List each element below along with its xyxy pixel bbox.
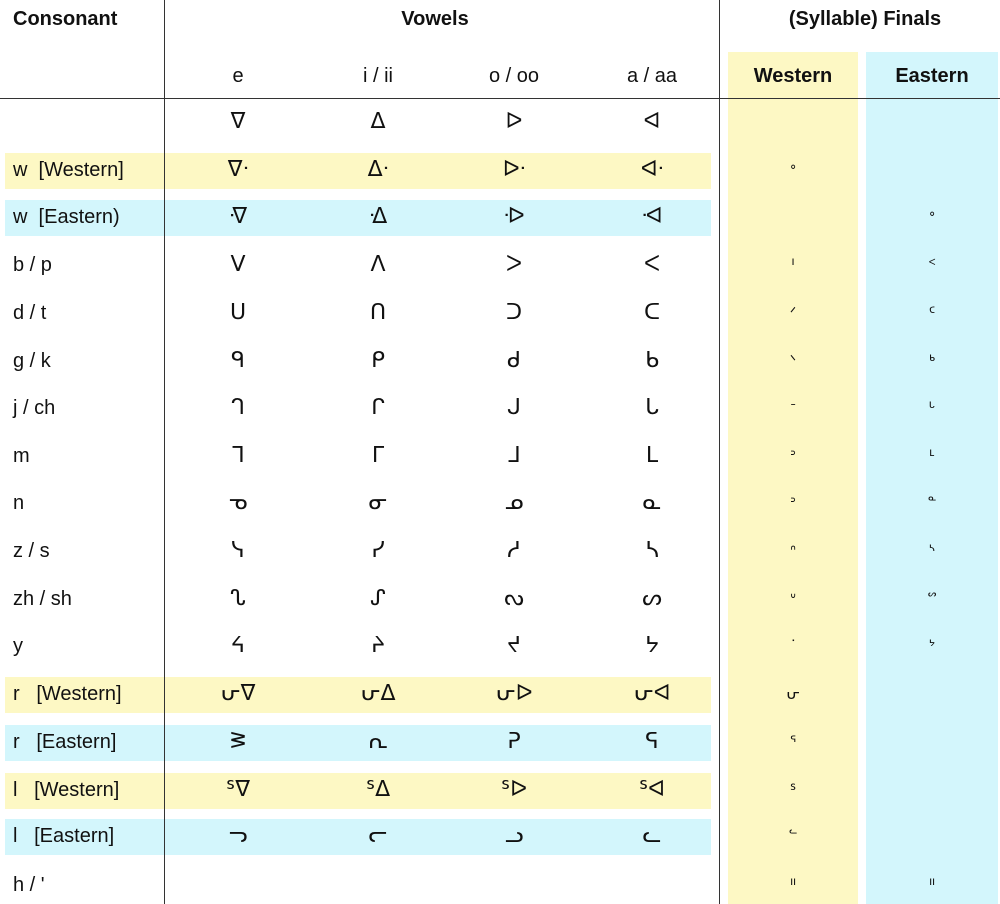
syllable-cell: ᕂᐁ xyxy=(220,681,256,706)
western-final: ᕂ xyxy=(786,685,800,703)
row-label: b / p xyxy=(13,254,52,276)
syllable-cell: ᔑ xyxy=(370,586,386,611)
western-final: ᕐ xyxy=(789,733,797,751)
western-final: ᐝ xyxy=(791,637,795,655)
syllable-cell: ᓂ xyxy=(368,490,388,515)
syllable-cell: ᐁ xyxy=(230,109,246,134)
row-label: r [Western] xyxy=(13,683,122,705)
row-label: r [Eastern] xyxy=(13,731,117,753)
syllable-cell: ᕋ xyxy=(645,729,659,754)
western-final: ᐣ xyxy=(790,494,796,512)
eastern-final: ᒃ xyxy=(928,352,936,370)
western-final: ᐣ xyxy=(790,447,796,465)
eastern-final: ᐦ xyxy=(929,876,935,894)
syllable-cell: ᔆᐁ xyxy=(225,777,251,802)
syllable-cell: ᐅᐧ xyxy=(502,157,526,182)
eastern-final: ᑦ xyxy=(928,304,936,322)
syllable-cell: ᐁᐧ xyxy=(227,157,249,182)
syllable-cell: ᒧ xyxy=(507,443,521,468)
syllable-cell: ᓭ xyxy=(231,538,245,563)
syllable-cell: ᑐ xyxy=(505,300,523,325)
finals-divider xyxy=(719,0,720,904)
row-label: g / k xyxy=(13,350,51,372)
row-label: zh / sh xyxy=(13,588,72,610)
row-label: l [Western] xyxy=(13,779,120,801)
syllable-cell: ᒥ xyxy=(371,443,385,468)
western-final: ᐟ xyxy=(789,304,797,322)
row-label: m xyxy=(13,445,30,467)
eastern-final: ᒡ xyxy=(928,399,936,417)
row-label: d / t xyxy=(13,302,47,324)
syllable-cell: ᒍ xyxy=(507,395,521,420)
row-label: n xyxy=(13,492,25,514)
eastern-final: ᐤ xyxy=(929,208,935,226)
syllable-cell: ᕆ xyxy=(367,729,389,754)
finals-header: (Syllable) Finals xyxy=(788,8,942,30)
syllable-cell: ᐳ xyxy=(505,252,523,277)
vowels-header: Vowels xyxy=(401,8,469,30)
syllable-cell: ᔆᐃ xyxy=(365,777,391,802)
syllable-cell: ᓄ xyxy=(504,490,524,515)
row-label: w [Eastern) xyxy=(13,206,120,228)
syllable-cell: ᔦ xyxy=(231,633,245,658)
syllable-cell: ᔭ xyxy=(645,633,659,658)
syllable-cell: ᐌ xyxy=(228,204,248,229)
syllable-cell: ᔆᐊ xyxy=(638,777,666,802)
syllable-cell: ᓚ xyxy=(642,823,662,848)
syllable-cell: ᕂᐅ xyxy=(495,681,533,706)
syllable-cell: ᔕ xyxy=(642,586,662,611)
syllable-cell: ᑌ xyxy=(229,300,247,325)
syllable-cell: ᐯ xyxy=(230,252,246,277)
syllable-cell: ᓯ xyxy=(371,538,385,563)
western-final: ᓪ xyxy=(788,827,798,845)
syllable-cell: ᐒ xyxy=(503,204,525,229)
syllable-cell: ᓱ xyxy=(507,538,521,563)
syllable-cell: ᐊᐧ xyxy=(640,157,664,182)
eastern-final: ᔾ xyxy=(928,637,936,655)
western-final: ᐠ xyxy=(789,352,797,370)
syllable-cell: ᔐ xyxy=(230,586,246,611)
western-header: Western xyxy=(753,65,833,87)
syllable-cell: ᑯ xyxy=(507,348,521,373)
syllable-cell: ᑎ xyxy=(369,300,387,325)
syllable-cell: ᐱ xyxy=(370,252,386,277)
syllable-cell: ᐃ xyxy=(370,109,386,134)
western-finals-column xyxy=(728,52,858,904)
syllable-cell: ᒐ xyxy=(645,395,659,420)
syllable-cell: ᕈ xyxy=(507,729,521,754)
consonant-header: Consonant xyxy=(13,8,118,30)
row-label: j / ch xyxy=(13,397,56,419)
syllable-cell: ᕂᐃ xyxy=(360,681,396,706)
syllable-cell: ᔓ xyxy=(504,586,524,611)
syllable-cell: ᑕ xyxy=(643,300,661,325)
syllable-cell: ᔨ xyxy=(371,633,385,658)
eastern-final: ᓐ xyxy=(927,494,937,512)
syllable-cell: ᒪ xyxy=(645,443,659,468)
eastern-final: ᑉ xyxy=(928,256,936,274)
syllable-cell: ᐃᐧ xyxy=(367,157,389,182)
eastern-final: ᒻ xyxy=(929,447,935,465)
vowel-header-a: a / aa xyxy=(626,65,678,87)
eastern-final: ᔥ xyxy=(927,590,937,608)
syllable-cell: ᐸ xyxy=(643,252,661,277)
western-final: ᐦ xyxy=(790,876,796,894)
row-label: w [Western] xyxy=(13,159,124,181)
syllable-cell: ᑭ xyxy=(371,348,385,373)
vowel-header-o: o / oo xyxy=(488,65,540,87)
syllable-cell: ᓀ xyxy=(228,490,248,515)
eastern-final: ᔅ xyxy=(928,542,936,560)
syllable-cell: ᐗ xyxy=(641,204,663,229)
western-final: ᔆ xyxy=(789,781,797,799)
header-rule xyxy=(0,98,1000,99)
western-final: ᐢ xyxy=(790,542,796,560)
western-final: ᐡ xyxy=(790,590,796,608)
syllable-cell: ᓴ xyxy=(645,538,659,563)
eastern-finals-column xyxy=(866,52,998,904)
syllable-cell: ᓗ xyxy=(504,823,524,848)
syllable-cell: ᓓ xyxy=(228,823,248,848)
syllable-cell: ᑫ xyxy=(231,348,245,373)
consonant-divider xyxy=(164,0,165,904)
row-label: h / ' xyxy=(13,874,45,896)
syllable-cell: ᐊ xyxy=(643,109,661,134)
syllable-cell: ᐎ xyxy=(368,204,388,229)
vowel-header-e: e xyxy=(232,65,244,87)
syllable-cell: ᒋ xyxy=(371,395,385,420)
western-final: ᐤ xyxy=(790,161,796,179)
row-label: l [Eastern] xyxy=(13,825,115,847)
syllable-cell: ᕂᐊ xyxy=(633,681,671,706)
vowel-header-i: i / ii xyxy=(363,65,393,87)
eastern-header: Eastern xyxy=(895,65,969,87)
western-final: ᐨ xyxy=(790,399,796,417)
syllable-cell: ᔆᐅ xyxy=(500,777,528,802)
syllable-cell: ᓕ xyxy=(368,823,388,848)
syllable-cell: ᑲ xyxy=(645,348,659,373)
western-final: ᑊ xyxy=(791,256,795,274)
row-label: z / s xyxy=(13,540,50,562)
syllable-cell: ᓇ xyxy=(642,490,662,515)
syllable-cell: ᔪ xyxy=(507,633,521,658)
syllable-cell: ᒉ xyxy=(231,395,245,420)
syllable-cell: ᒣ xyxy=(231,443,245,468)
row-label: y xyxy=(13,635,23,657)
syllable-cell: ᐅ xyxy=(505,109,523,134)
syllable-cell: ᕒ xyxy=(229,729,247,754)
